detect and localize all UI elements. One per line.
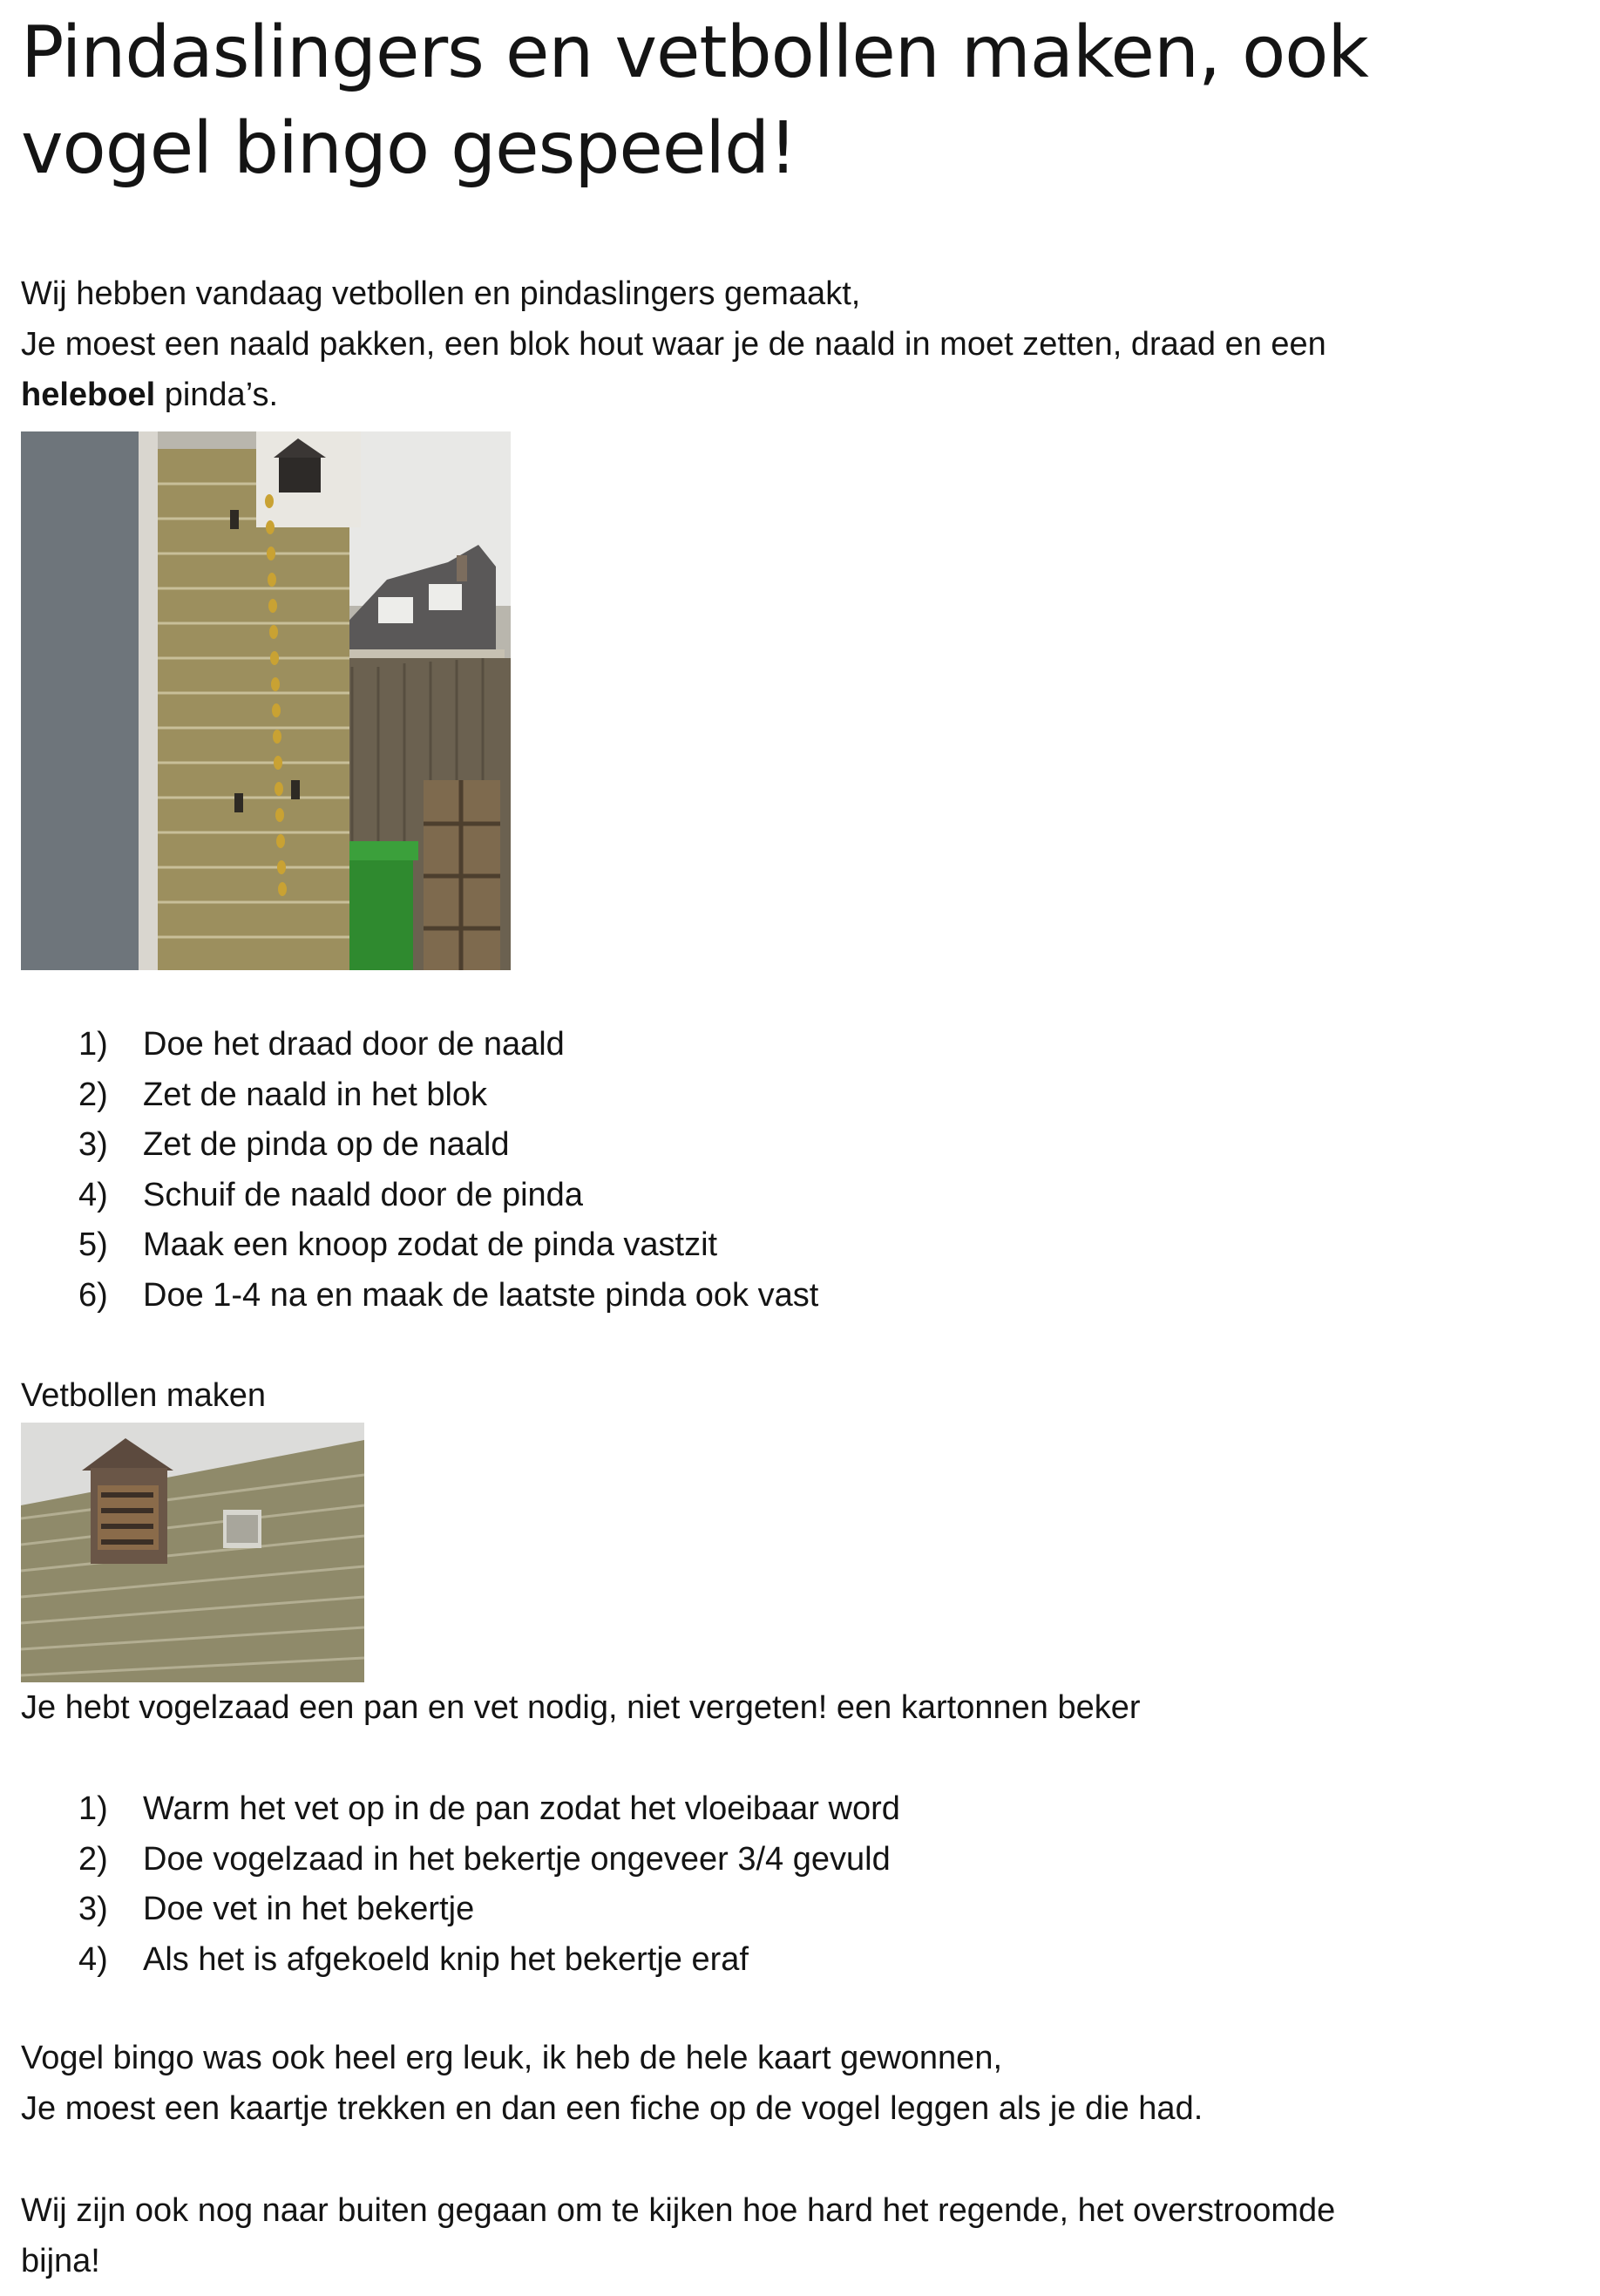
intro-line-2-end: pinda’s. bbox=[155, 377, 279, 413]
bingo-line-1: Vogel bingo was ook heel erg leuk, ik heb de hele kaart gewonnen, bbox=[21, 2040, 1003, 2076]
bingo-paragraph bbox=[21, 2033, 1555, 2134]
intro-line-2-start: Je moest een naald pakken, een blok hout waar je de naald in moet zetten, draad en een bbox=[21, 326, 1326, 363]
list-item: 4) Als het is afgekoeld knip het bekertje eraf bbox=[78, 1940, 749, 1978]
list-item: 3) Zet de pinda op de naald bbox=[78, 1126, 510, 1163]
list-item: 3) Doe vet in het bekertje bbox=[78, 1891, 475, 1927]
buiten-paragraph bbox=[21, 2185, 1555, 2286]
vetbollen-heading: Vetbollen maken bbox=[21, 1377, 266, 1414]
intro-bold-word: heleboel bbox=[21, 377, 156, 413]
page-title: Pindaslingers en vetbollen maken, ook vogel bingo gespeeld! bbox=[21, 11, 1368, 190]
buiten-line-1: Wij zijn ook nog naar buiten gegaan om te kijken hoe hard het regende, het overstroomde bbox=[21, 2192, 1336, 2229]
bingo-line-2: Je moest een kaartje trekken en dan een fiche op de vogel leggen als je die had. bbox=[21, 2090, 1203, 2127]
list-item: 6) Doe 1-4 na en maak de laatste pinda ook vast bbox=[78, 1276, 819, 1314]
list-item: 5) Maak een knoop zodat de pinda vastzit bbox=[78, 1226, 718, 1263]
vetbollen-steps-list bbox=[78, 1784, 900, 1985]
peanut-garland-photo bbox=[21, 431, 511, 970]
intro-paragraph bbox=[21, 268, 1555, 420]
intro-line-1: Wij hebben vandaag vetbollen en pindaslingers gemaakt, bbox=[21, 275, 861, 312]
vetbollen-intro: Je hebt vogelzaad een pan en vet nodig, niet vergeten! een kartonnen beker bbox=[21, 1689, 1141, 1726]
pinda-steps-list bbox=[78, 1020, 818, 1321]
list-item: 1) Doe het draad door de naald bbox=[78, 1026, 565, 1063]
fat-ball-photo bbox=[21, 1423, 364, 1682]
list-item: 4) Schuif de naald door de pinda bbox=[78, 1176, 583, 1213]
buiten-line-2: bijna! bbox=[21, 2243, 100, 2279]
list-item: 2) Zet de naald in het blok bbox=[78, 1076, 488, 1113]
list-item: 2) Doe vogelzaad in het bekertje ongeveer 3/4 gevuld bbox=[78, 1840, 891, 1878]
list-item: 1) Warm het vet op in de pan zodat het vloeibaar word bbox=[78, 1790, 900, 1827]
